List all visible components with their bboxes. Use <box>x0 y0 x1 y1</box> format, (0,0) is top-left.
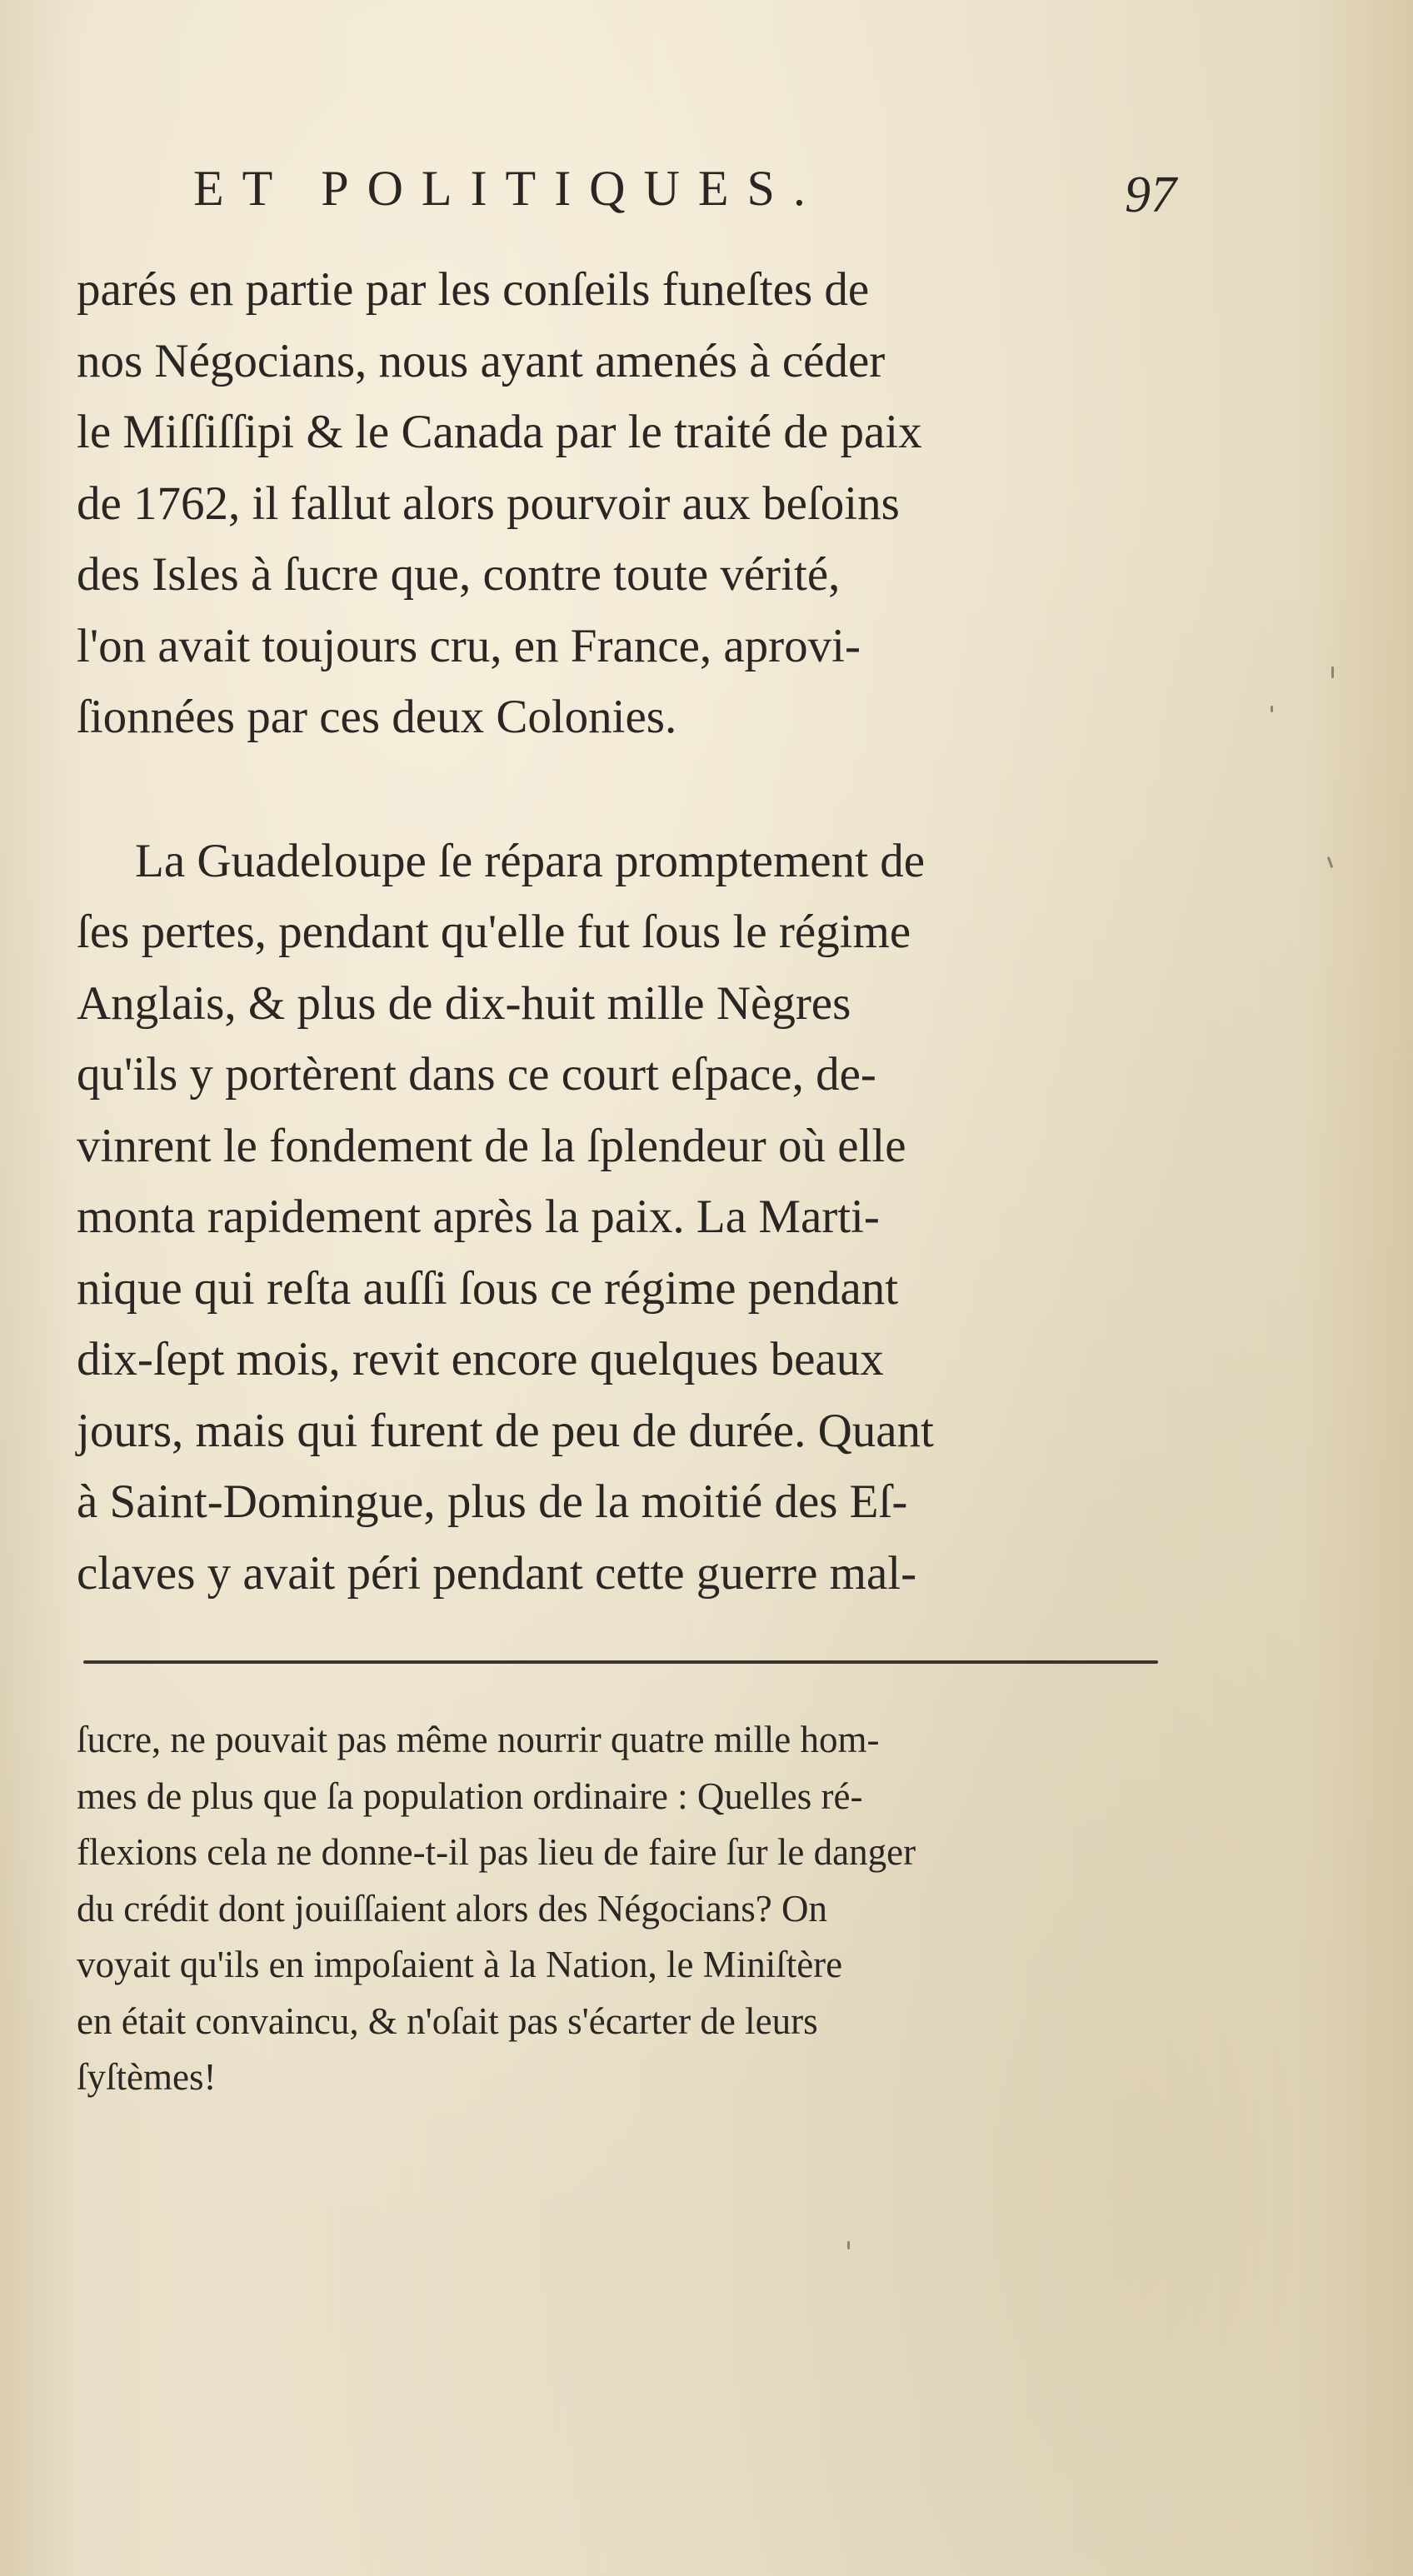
text-line: claves y avait péri pendant cette guerre mal- <box>77 1546 917 1600</box>
text-line: Anglais, & plus de dix-huit mille Nègres <box>77 976 851 1030</box>
footnote-line: du crédit dont jouiſſaient alors des Négocians? On <box>77 1887 828 1930</box>
text-line: La Guadeloupe ſe répara promptement de <box>135 834 925 887</box>
main-text <box>77 254 1176 1609</box>
paragraph-gap <box>77 753 1176 826</box>
text-line: des Isles à ſucre que, contre toute vérité, <box>77 548 841 601</box>
running-head: ET POLITIQUES. <box>193 161 824 216</box>
text-line: à Saint-Domingue, plus de la moitié des Eſ- <box>77 1475 908 1528</box>
page-header <box>193 155 1176 222</box>
footnote-line: voyait qu'ils en impoſaient à la Nation, le Miniſtère <box>77 1944 843 1985</box>
text-line: ſes pertes, pendant qu'elle fut ſous le régime <box>77 906 911 958</box>
paper-blemish <box>847 2241 850 2249</box>
footnote-line: en était convaincu, & n'oſait pas s'écarter de leurs <box>77 1999 818 2042</box>
footnote <box>77 1712 1160 2106</box>
text-line: dix-ſept mois, revit encore quelques beaux <box>77 1333 884 1385</box>
paper-blemish <box>1271 706 1273 712</box>
footnote-line: mes de plus que ſa population ordinaire : Quelles ré- <box>77 1775 863 1817</box>
text-line: monta rapidement après la paix. La Marti- <box>77 1191 880 1243</box>
text-line: parés en partie par les conſeils funeſtes de <box>77 263 870 316</box>
text-line: ſionnées par ces deux Colonies. <box>77 691 677 743</box>
page-number: 97 <box>1125 167 1176 223</box>
paper-blemish <box>1327 856 1334 868</box>
text-line: jours, mais qui furent de peu de durée. Quant <box>77 1404 934 1457</box>
paper-blemish <box>1331 666 1334 678</box>
footnote-line: ſucre, ne pouvait pas même nourrir quatre mille hom- <box>77 1719 880 1760</box>
footnote-line: flexions cela ne donne-t-il pas lieu de faire ſur le danger <box>77 1831 916 1873</box>
text-line: l'on avait toujours cru, en France, aprovi- <box>77 619 861 672</box>
text-line: le Miſſiſſipi & le Canada par le traité de paix <box>77 406 922 458</box>
footnote-rule <box>83 1660 1158 1664</box>
footnote-line: ſyſtèmes! <box>77 2056 217 2098</box>
text-line: qu'ils y portèrent dans ce court eſpace, de- <box>77 1048 876 1101</box>
text-line: nos Négocians, nous ayant amenés à céder <box>77 334 886 387</box>
paragraph-1 <box>77 254 1176 753</box>
text-line: nique qui reſta auſſi ſous ce régime pendant <box>77 1261 899 1315</box>
text-line: de 1762, il fallut alors pourvoir aux beſoins <box>77 477 900 530</box>
text-line: vinrent le fondement de la ſplendeur où elle <box>77 1119 906 1172</box>
paragraph-2 <box>77 826 1176 1610</box>
